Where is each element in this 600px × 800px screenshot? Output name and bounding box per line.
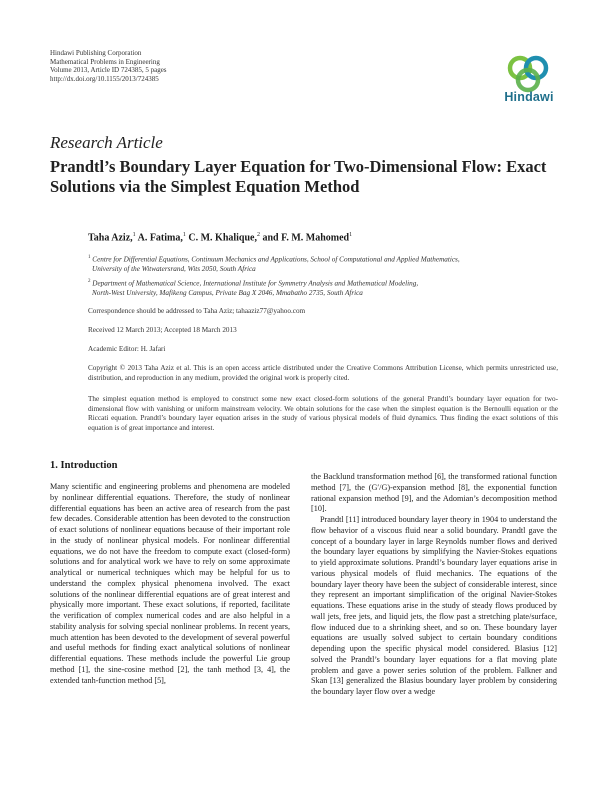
author-affiliation-mark: 1 <box>182 232 186 238</box>
author-name: A. Fatima, <box>137 232 183 244</box>
author-affiliation-mark: 2 <box>257 232 260 238</box>
correspondence: Correspondence should be addressed to Taha Aziz; tahaaziz77@yahoo.com <box>88 307 306 315</box>
received-dates: Received 12 March 2013; Accepted 18 March 2013 <box>88 326 237 334</box>
section-heading: 1. Introduction <box>50 460 118 471</box>
copyright-notice: Copyright © 2013 Taha Aziz et al. This is an open access article distributed under the Creative Commons Attribution License, which permits unrestricted use, distribution, and reproduction in any medium, provided the original work is properly cited. <box>88 364 558 382</box>
affiliation-2 <box>88 277 558 299</box>
affiliation-text: Centre for Differential Equations, Continuum Mechanics and Applications, School of Computational and Applied Mathematics, <box>92 255 460 264</box>
doi-link[interactable]: http://dx.doi.org/10.1155/2013/724385 <box>50 74 159 83</box>
publisher-name: Hindawi Publishing Corporation <box>50 49 142 57</box>
author-name: C. M. Khalique, <box>188 232 257 244</box>
author-affiliation-mark: 1 <box>349 232 353 238</box>
affiliation-text: Department of Mathematical Science, International Institute for Symmetry Analysis and Mathematical Modeling, <box>92 279 419 288</box>
volume-info: Volume 2013, Article ID 724385, 5 pages <box>50 66 167 75</box>
paragraph: Many scientific and engineering problems and phenomena are modeled by nonlinear differential equations. Therefore, the study of nonlinear differential equations has been an active area of research from the past few decades. Considerable attention has been devoted to the construction of exact solutions of nonlinear equations because of their important role in the study of nonlinear physical models. For nonlinear differential equations, we do not have the freedom to compute exact (closed-form) solutions and for analytical work we have to rely on some approximate analytical or numerical techniques which may be helpful for us to understand the complex physical phenomena involved. The exact solutions of the nonlinear differential equations are of great interest and physically more important. These exact solutions, if reported, facilitate the verification of complex numerical codes and are also helpful in a stability analysis for solving special nonlinear problems. In recent years, much attention has been devoted to the development of several powerful and useful methods for finding exact analytical solutions of nonlinear differential equations. These methods include the powerful Lie group method [1], the sine-cosine method [2], the tanh method [3, 4], the extended tanh-function method [5], <box>50 482 290 685</box>
journal-name: Mathematical Problems in Engineering <box>50 57 160 66</box>
author-affiliation-mark: 1 <box>132 232 136 238</box>
article-title: Prandtl’s Boundary Layer Equation for Two-Dimensional Flow: Exact Solutions via the Simplest Equation Method <box>50 157 547 196</box>
paragraph: Prandtl [11] introduced boundary layer theory in 1904 to understand the flow behavior of a viscous fluid near a solid boundary. Prandtl gave the concept of a boundary layer in large Reynolds number flows and derived the boundary layer equations by simplifying the Navier-Stokes equations to yield approximate solutions. Prandtl’s boundary layer equations arise in various physical models of fluid mechanics. The equations of the boundary layer theory have been the subject of considerable interest, since they represent an important simplification of the original Navier-Stokes equations. These equations arise in the study of steady flows produced by wall jets, free jets, and liquid jets, the flow past a stretching plate/surface, flow induced due to a shrinking sheet, and so on. These boundary layer equations are usually solved subject to certain boundary conditions depending upon the specific physical model considered. Blasius [12] solved the Prandtl’s boundary layer equations for a flat moving plate problem and gave a power series solution of the problem. Falkner and Skan [13] generalized the Blasius boundary layer problem by considering the boundary layer flow over a wedge <box>311 515 557 696</box>
article-type: Research Article <box>50 133 163 152</box>
body-column-left <box>50 482 290 686</box>
academic-editor: Academic Editor: H. Jafari <box>88 345 166 353</box>
affiliation-1 <box>88 253 558 275</box>
paragraph: the Backlund transformation method [6], the transformed rational function method [7], the (G′/G)-expansion method [8], the exponential function rational expansion method [9], and the Adomian’s decomposition method [10]. <box>311 472 557 514</box>
journal-header <box>50 49 167 83</box>
abstract: The simplest equation method is employed to construct some new exact closed-form solutions of the general Prandtl’s boundary layer equation for two-dimensional flow with vanishing or uniform mainstream velocity. We obtain solutions for the case when the simplest equation is the Bernoulli equation or the Riccati equation. Prandtl’s boundary layer equation arises in the study of various physical models of fluid dynamics. Thus finding the exact solutions of this equation is of great importance and interest. <box>88 395 558 432</box>
author-list <box>88 232 352 243</box>
body-column-right <box>311 472 557 698</box>
affiliation-text: North-West University, Mafikeng Campus, Private Bag X 2046, Mmabatho 2735, South Africa <box>92 288 363 297</box>
hindawi-wordmark: Hindawi <box>504 90 554 104</box>
affiliation-text: University of the Witwatersrand, Wits 2050, South Africa <box>92 264 256 273</box>
author-name: Taha Aziz, <box>88 232 133 244</box>
affiliation-number: 1 <box>88 255 91 260</box>
affiliation-number: 2 <box>88 279 91 284</box>
author-name: and F. M. Mahomed <box>262 232 350 244</box>
